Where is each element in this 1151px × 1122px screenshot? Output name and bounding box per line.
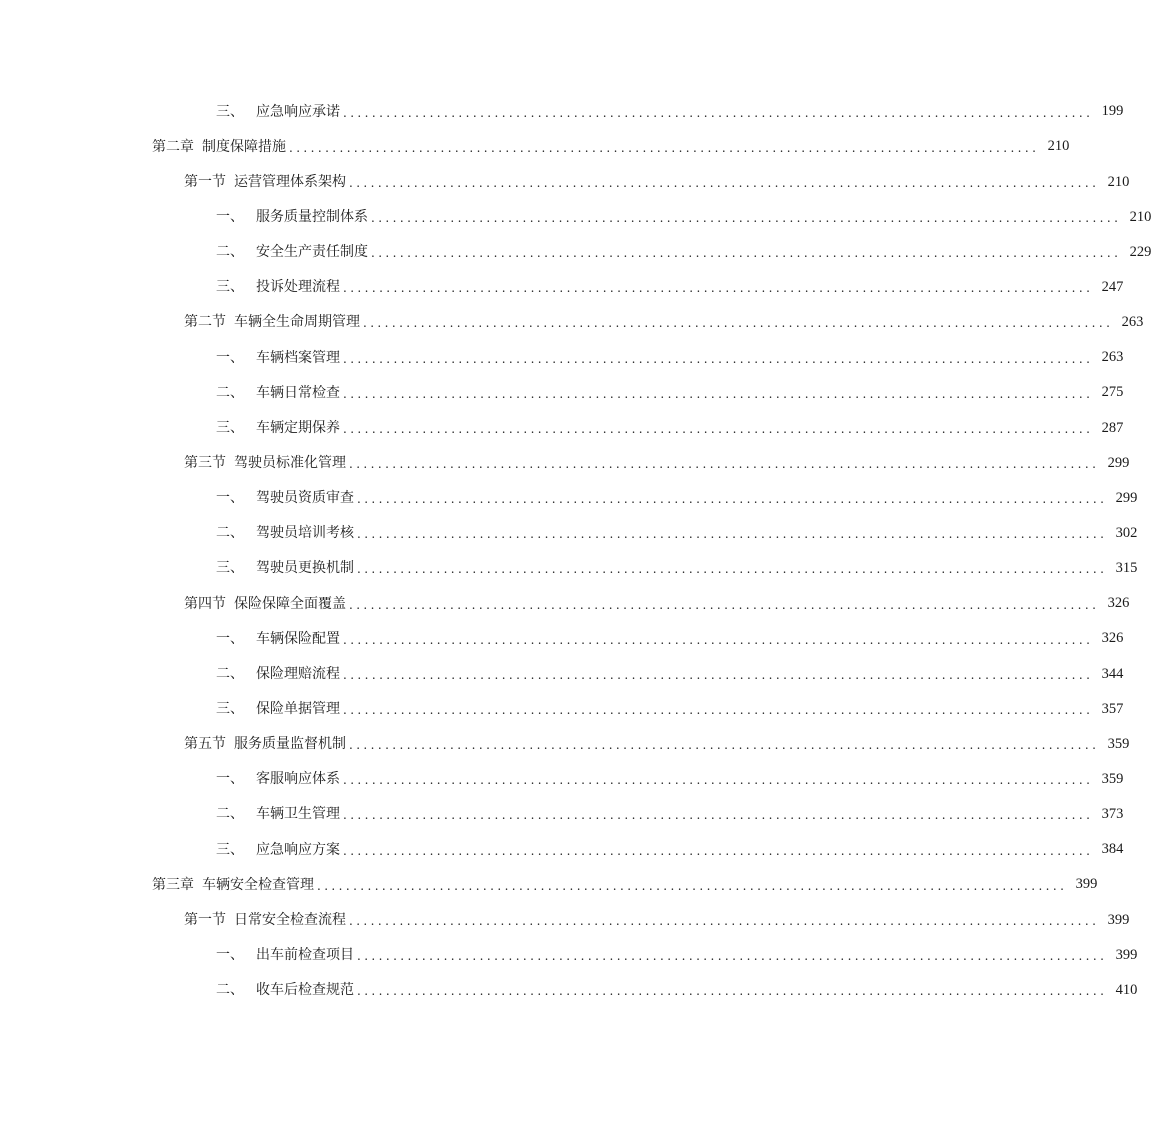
dot-leader: ........................................................................................................ [343,808,1094,823]
dot-leader: ........................................................................................................ [363,316,1114,331]
toc-entry-level-3[interactable] [0,94,1124,129]
toc-entry-page-number: 299 [1115,489,1138,506]
dot-leader: ........................................................................................................ [349,738,1100,753]
toc-entry-label [216,667,340,681]
toc-entry-title: 保险保障全面覆盖 [234,595,346,612]
toc-entry-title: 制度保障措施 [202,138,286,155]
toc-entry-level-2[interactable] [0,305,1144,340]
dot-leader: ........................................................................................................ [349,597,1100,612]
toc-entry-page-number: 359 [1101,770,1124,787]
toc-entry-level-3[interactable] [0,270,1124,305]
dot-leader: ........................................................................................................ [343,421,1094,436]
toc-entry-page-number: 359 [1107,735,1130,752]
dot-leader: ........................................................................................................ [343,632,1094,647]
toc-entry-page-number: 399 [1107,911,1130,928]
dot-leader: ........................................................................................................ [343,667,1094,682]
toc-entry-page-number: 299 [1107,454,1130,471]
dot-leader: ........................................................................................................ [343,281,1094,296]
toc-entry-number: 第三章 [152,876,194,893]
toc-entry-level-3[interactable] [0,516,1138,551]
toc-entry-number: 一、 [216,490,244,507]
toc-entry-level-3[interactable] [0,481,1138,516]
dot-leader: ........................................................................................................ [357,562,1108,577]
toc-entry-title: 日常安全检查流程 [234,911,346,928]
toc-entry-page-number: 210 [1107,173,1130,190]
toc-entry-level-3[interactable] [0,410,1124,445]
toc-entry-number: 三、 [216,279,244,296]
toc-entry-number: 一、 [216,349,244,366]
toc-entry-label [216,843,340,857]
toc-entry-level-3[interactable] [0,375,1124,410]
dot-leader: ........................................................................................................ [343,773,1094,788]
toc-entry-title: 客服响应体系 [256,771,340,788]
toc-entry-number: 二、 [216,244,244,261]
dot-leader: ........................................................................................................ [371,246,1122,261]
toc-entry-page-number: 357 [1101,700,1124,717]
dot-leader: ........................................................................................................ [357,492,1108,507]
toc-entry-page-number: 263 [1121,314,1144,331]
toc-entry-page-number: 210 [1129,208,1151,225]
dot-leader: ........................................................................................................ [289,140,1040,155]
toc-entry-number: 一、 [216,946,244,963]
toc-entry-title: 运营管理体系架构 [234,173,346,190]
dot-leader: ........................................................................................................ [317,878,1068,893]
toc-entry-label [216,280,340,294]
toc-entry-level-2[interactable] [0,445,1130,480]
toc-entry-title: 出车前检查项目 [256,946,354,963]
dot-leader: ........................................................................................................ [343,843,1094,858]
toc-entry-level-2[interactable] [0,586,1130,621]
toc-entry-number: 第三节 [184,454,226,471]
toc-entry-label [216,245,368,259]
toc-entry-page-number: 199 [1101,103,1124,120]
toc-entry-label [184,456,346,470]
toc-entry-level-2[interactable] [0,164,1130,199]
toc-entry-level-3[interactable] [0,656,1124,691]
toc-entry-page-number: 275 [1101,384,1124,401]
toc-entry-title: 保险单据管理 [256,700,340,717]
toc-entry-level-3[interactable] [0,937,1138,972]
toc-entry-label [216,772,340,786]
toc-entry-label [216,702,340,716]
toc-entry-label [184,597,346,611]
toc-entry-page-number: 399 [1115,946,1138,963]
dot-leader: ........................................................................................................ [357,984,1108,999]
toc-entry-label [216,210,368,224]
toc-entry-number: 二、 [216,806,244,823]
toc-entry-label [152,140,286,154]
toc-entry-page-number: 315 [1115,560,1138,577]
toc-entry-label [184,175,346,189]
toc-entry-level-3[interactable] [0,691,1124,726]
toc-entry-number: 第一节 [184,911,226,928]
toc-entry-label [216,561,354,575]
dot-leader: ........................................................................................................ [357,527,1108,542]
toc-entry-level-3[interactable] [0,762,1124,797]
toc-entry-label [216,632,340,646]
toc-entry-number: 二、 [216,384,244,401]
toc-entry-title: 应急响应承诺 [256,103,340,120]
dot-leader: ........................................................................................................ [343,386,1094,401]
dot-leader: ........................................................................................................ [343,351,1094,366]
toc-entry-number: 二、 [216,665,244,682]
toc-entry-number: 第四节 [184,595,226,612]
toc-entry-page-number: 326 [1101,630,1124,647]
toc-entry-title: 服务质量控制体系 [256,208,368,225]
toc-entry-title: 投诉处理流程 [256,279,340,296]
toc-entry-level-3[interactable] [0,199,1151,234]
toc-entry-label [184,737,346,751]
dot-leader: ........................................................................................................ [343,105,1094,120]
dot-leader: ........................................................................................................ [371,210,1122,225]
toc-entry-title: 车辆安全检查管理 [202,876,314,893]
toc-entry-title: 车辆定期保养 [256,419,340,436]
toc-entry-page-number: 373 [1101,806,1124,823]
toc-entry-number: 一、 [216,771,244,788]
toc-entry-title: 驾驶员资质审查 [256,490,354,507]
toc-entry-page-number: 247 [1101,279,1124,296]
toc-entry-label [216,351,340,365]
toc-entry-page-number: 384 [1101,841,1124,858]
toc-entry-level-3[interactable] [0,973,1138,1008]
toc-entry-title: 车辆档案管理 [256,349,340,366]
toc-entry-label [184,913,346,927]
dot-leader: ........................................................................................................ [349,456,1100,471]
toc-entry-page-number: 287 [1101,419,1124,436]
toc-entry-title: 安全生产责任制度 [256,244,368,261]
toc-entry-label [216,807,340,821]
toc-entry-level-3[interactable] [0,832,1124,867]
toc-entry-title: 车辆保险配置 [256,630,340,647]
toc-entry-page-number: 263 [1101,349,1124,366]
toc-entry-number: 三、 [216,560,244,577]
toc-entry-title: 驾驶员更换机制 [256,560,354,577]
toc-entry-label [216,948,354,962]
toc-entry-label [216,491,354,505]
toc-entry-label [216,105,340,119]
toc-entry-page-number: 229 [1129,243,1151,260]
toc-entry-page-number: 326 [1107,595,1130,612]
toc-entry-level-2[interactable] [0,727,1130,762]
toc-entry-label [216,526,354,540]
toc-entry-level-1[interactable] [0,129,1070,164]
toc-entry-page-number: 344 [1101,665,1124,682]
toc-entry-label [152,878,314,892]
toc-entry-level-3[interactable] [0,235,1151,270]
toc-entry-page-number: 210 [1047,138,1070,155]
toc-entry-label [216,386,340,400]
toc-entry-title: 驾驶员标准化管理 [234,454,346,471]
toc-entry-level-3[interactable] [0,621,1124,656]
toc-entry-number: 一、 [216,208,244,225]
toc-entry-title: 应急响应方案 [256,841,340,858]
dot-leader: ........................................................................................................ [343,702,1094,717]
toc-entry-page-number: 399 [1075,876,1098,893]
toc-entry-label [184,315,360,329]
dot-leader: ........................................................................................................ [349,175,1100,190]
toc-entry-level-2[interactable] [0,902,1130,937]
table-of-contents [0,94,1151,1008]
toc-entry-number: 一、 [216,630,244,647]
toc-entry-number: 三、 [216,103,244,120]
toc-entry-level-3[interactable] [0,340,1124,375]
toc-entry-number: 二、 [216,982,244,999]
toc-entry-number: 三、 [216,419,244,436]
toc-entry-label [216,421,340,435]
toc-entry-title: 车辆日常检查 [256,384,340,401]
dot-leader: ........................................................................................................ [349,913,1100,928]
toc-entry-number: 第一节 [184,173,226,190]
toc-entry-number: 三、 [216,700,244,717]
toc-entry-title: 车辆卫生管理 [256,806,340,823]
toc-entry-level-3[interactable] [0,797,1124,832]
toc-entry-page-number: 302 [1115,525,1138,541]
toc-entry-title: 驾驶员培训考核 [256,525,354,542]
toc-entry-number: 第二章 [152,138,194,155]
toc-entry-title: 收车后检查规范 [256,982,354,999]
toc-entry-number: 第二节 [184,314,226,331]
toc-entry-level-3[interactable] [0,551,1138,586]
toc-entry-label [216,983,354,997]
toc-entry-number: 二、 [216,525,244,542]
dot-leader: ........................................................................................................ [357,948,1108,963]
toc-entry-level-1[interactable] [0,867,1098,902]
toc-entry-title: 服务质量监督机制 [234,736,346,753]
toc-entry-page-number: 410 [1115,981,1138,998]
toc-entry-number: 三、 [216,841,244,858]
toc-entry-number: 第五节 [184,736,226,753]
toc-entry-title: 车辆全生命周期管理 [234,314,360,331]
toc-entry-title: 保险理赔流程 [256,665,340,682]
